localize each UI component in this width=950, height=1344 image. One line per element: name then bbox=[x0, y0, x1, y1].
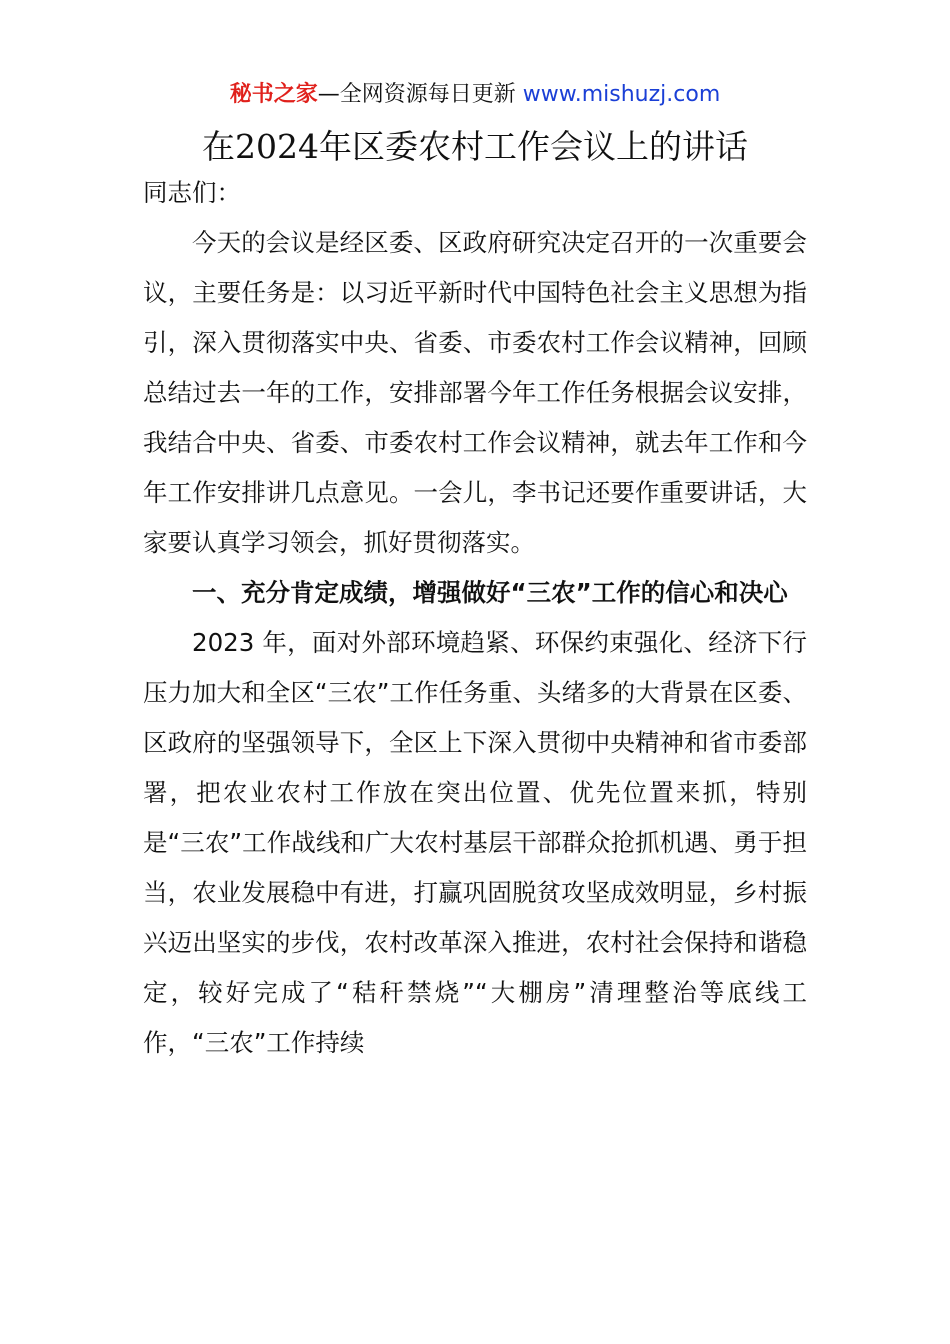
title-prefix: 在 bbox=[202, 127, 235, 166]
paragraph-opening: 今天的会议是经区委、区政府研究决定召开的一次重要会议，主要任务是：以习近平新时代中国特色社会主义思想为指引，深入贯彻落实中央、省委、市委农村工作会议精神，回顾总结过去一年的工作，安排部署今年工作任务根据会议安排，我结合中央、省委、市委农村工作会议精神，就去年工作和今年工作安排讲几点意见。一会儿，李书记还要作重要讲话，大家要认真学习领会，抓好贯彻落实。 bbox=[143, 228, 807, 557]
title-suffix: 年区委农村工作会议上的讲话 bbox=[318, 127, 748, 166]
document-title bbox=[0, 122, 950, 172]
site-name: 秘书之家 bbox=[229, 82, 318, 107]
section-heading-1: 一、充分肯定成绩，增强做好“三农”工作的信心和决心 bbox=[192, 578, 788, 607]
site-slogan: —全网资源每日更新 bbox=[317, 82, 516, 107]
title-year: 2024 bbox=[235, 127, 319, 166]
salutation: 同志们： bbox=[143, 178, 241, 207]
site-header bbox=[0, 78, 950, 112]
paragraph-achievements: 2023 年，面对外部环境趋紧、环保约束强化、经济下行压力加大和全区“三农”工作任务重、头绪多的大背景在区委、区政府的坚强领导下，全区上下深入贯彻中央精神和省市委部署，把农业农村工作放在突出位置、优先位置来抓，特别是“三农”工作战线和广大农村基层干部群众抢抓机遇、勇于担当，农业发展稳中有进，打赢巩固脱贫攻坚成效明显，乡村振兴迈出坚实的步伐，农村改革深入推进，农村社会保持和谐稳定，较好完成了“秸秆禁烧”“大棚房”清理整治等底线工作，“三农”工作持续 bbox=[143, 628, 807, 1057]
document-body bbox=[143, 168, 807, 1068]
site-url-link[interactable]: www.mishuzj.com bbox=[522, 82, 721, 107]
